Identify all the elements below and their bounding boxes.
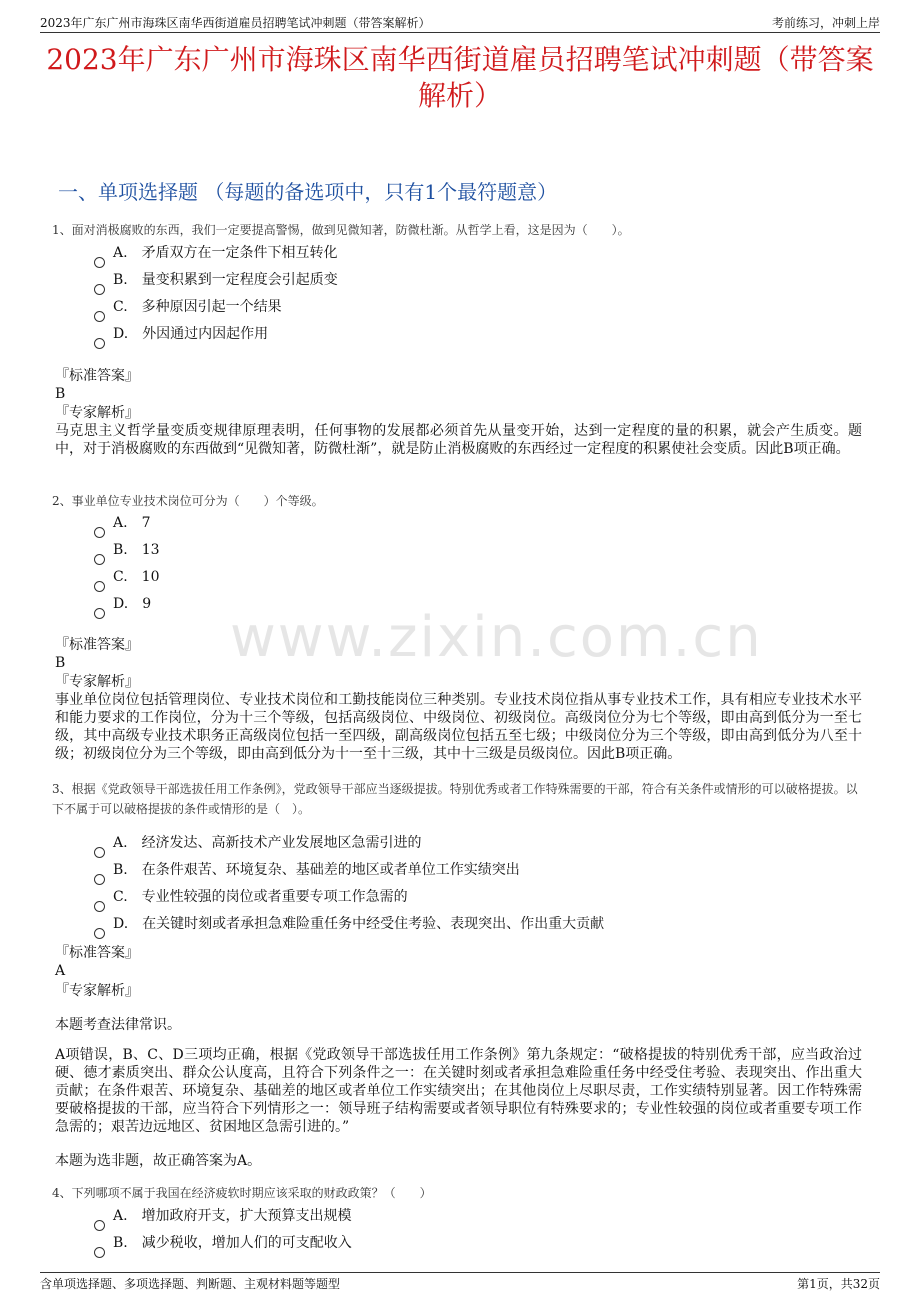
footer-question-types: 含单项选择题、多项选择题、判断题、主观材料题等题型 <box>40 1277 341 1291</box>
radio-icon[interactable] <box>94 338 105 349</box>
radio-icon[interactable] <box>94 554 105 565</box>
answer-label: 『标准答案』 <box>55 945 139 961</box>
question-stem: 3、根据《党政领导干部选拔任用工作条例》，党政领导干部应当逐级提拔。特别优秀或者工作特殊需要的干部，符合有关条件或情形的可以破格提拔。以下不属于可以破格提拔的条件或情形的是（ ）。 <box>52 782 858 816</box>
option-c[interactable]: C. 10 <box>94 567 160 587</box>
option-a[interactable]: A. 矛盾双方在一定条件下相互转化 <box>94 243 338 263</box>
answer-label: 『标准答案』 <box>55 637 139 653</box>
radio-icon[interactable] <box>94 901 105 912</box>
watermark: www.zixin.com.cn <box>230 605 763 670</box>
answer-value: B <box>55 655 66 671</box>
radio-icon[interactable] <box>94 581 105 592</box>
radio-icon[interactable] <box>94 284 105 295</box>
option-b[interactable]: B. 13 <box>94 540 160 560</box>
page-footer <box>40 1272 880 1293</box>
radio-icon[interactable] <box>94 874 105 885</box>
question-stem: 2、事业单位专业技术岗位可分为（ ）个等级。 <box>52 494 324 508</box>
option-b[interactable]: B. 量变积累到一定程度会引起质变 <box>94 270 338 290</box>
page-number: 第1页，共32页 <box>797 1277 880 1291</box>
option-a[interactable]: A. 经济发达、高新技术产业发展地区急需引进的 <box>94 833 422 853</box>
radio-icon[interactable] <box>94 1220 105 1231</box>
analysis-text: 事业单位岗位包括管理岗位、专业技术岗位和工勤技能岗位三种类别。专业技术岗位指从事专业技术工作，具有相应专业技术水平和能力要求的工作岗位，分为十三个等级，包括高级岗位、中级岗位、初级岗位。高级岗位分为七个等级，即由高到低分为一至七级，其中高级专业技术职务正高级岗位包括一至四级，副高级岗位包括五至七级；中级岗位分为三个等级，即由高到低分为八至十级；初级岗位分为三个等级，即由高到低分为十一至十三级，其中十三级是员级岗位。因此B项正确。 <box>55 692 862 762</box>
radio-icon[interactable] <box>94 608 105 619</box>
analysis-text: A项错误，B、C、D三项均正确，根据《党政领导干部选拔任用工作条例》第九条规定：“破格提拔的特别优秀干部，应当政治过硬、德才素质突出、群众公认度高，且符合下列条件之一：在关键时刻或者承担急难险重任务中经受住考验、表现突出、作出重大贡献；在条件艰苦、环境复杂、基础差的地区或者单位工作实绩突出；在其他岗位上尽职尽责，工作实绩特别显著。因工作特殊需要破格提拔的干部，应当符合下列情形之一：领导班子结构需要或者领导职位有特殊要求的；专业性较强的岗位或者重要专项工作急需的；艰苦边远地区、贫困地区急需引进的。” <box>55 1047 862 1135</box>
option-d[interactable]: D. 在关键时刻或者承担急难险重任务中经受住考验、表现突出、作出重大贡献 <box>94 914 604 934</box>
analysis-text: 本题为选非题，故正确答案为A。 <box>55 1153 262 1169</box>
option-a[interactable]: A. 增加政府开支，扩大预算支出规模 <box>94 1206 352 1226</box>
option-b[interactable]: B. 减少税收，增加人们的可支配收入 <box>94 1233 352 1253</box>
document-title: 2023年广东广州市海珠区南华西街道雇员招聘笔试冲刺题（带答案解析） <box>46 43 874 112</box>
page-header <box>40 12 880 33</box>
option-d[interactable]: D. 外因通过内因起作用 <box>94 324 268 344</box>
radio-icon[interactable] <box>94 847 105 858</box>
option-c[interactable]: C. 专业性较强的岗位或者重要专项工作急需的 <box>94 887 408 907</box>
option-c[interactable]: C. 多种原因引起一个结果 <box>94 297 282 317</box>
option-a[interactable]: A. 7 <box>94 513 150 533</box>
radio-icon[interactable] <box>94 311 105 322</box>
analysis-text: 马克思主义哲学量变质变规律原理表明，任何事物的发展都必须首先从量变开始，达到一定程度的量的积累，就会产生质变。题中，对于消极腐败的东西做到“见微知著，防微杜渐”，就是防止消极腐败的东西经过一定程度的积累使社会变质。因此B项正确。 <box>55 423 862 457</box>
radio-icon[interactable] <box>94 527 105 538</box>
radio-icon[interactable] <box>94 1247 105 1258</box>
radio-icon[interactable] <box>94 257 105 268</box>
section-heading: 一、单项选择题 （每题的备选项中，只有1个最符题意） <box>58 180 558 204</box>
question-stem: 4、下列哪项不属于我国在经济疲软时期应该采取的财政政策？（ ） <box>52 1186 432 1200</box>
analysis-text: 本题考查法律常识。 <box>55 1017 181 1033</box>
analysis-label: 『专家解析』 <box>55 405 139 421</box>
option-b[interactable]: B. 在条件艰苦、环境复杂、基础差的地区或者单位工作实绩突出 <box>94 860 520 880</box>
header-doc-title: 2023年广东广州市海珠区南华西街道雇员招聘笔试冲刺题（带答案解析） <box>40 16 431 30</box>
radio-icon[interactable] <box>94 928 105 939</box>
analysis-label: 『专家解析』 <box>55 983 139 999</box>
answer-value: A <box>55 963 66 979</box>
answer-value: B <box>55 386 66 402</box>
question-stem: 1、面对消极腐败的东西，我们一定要提高警惕，做到见微知著，防微杜渐。从哲学上看，这是因为（ ）。 <box>52 223 630 237</box>
header-slogan: 考前练习，冲刺上岸 <box>771 16 880 30</box>
option-d[interactable]: D. 9 <box>94 594 151 614</box>
answer-label: 『标准答案』 <box>55 368 139 384</box>
analysis-label: 『专家解析』 <box>55 674 139 690</box>
